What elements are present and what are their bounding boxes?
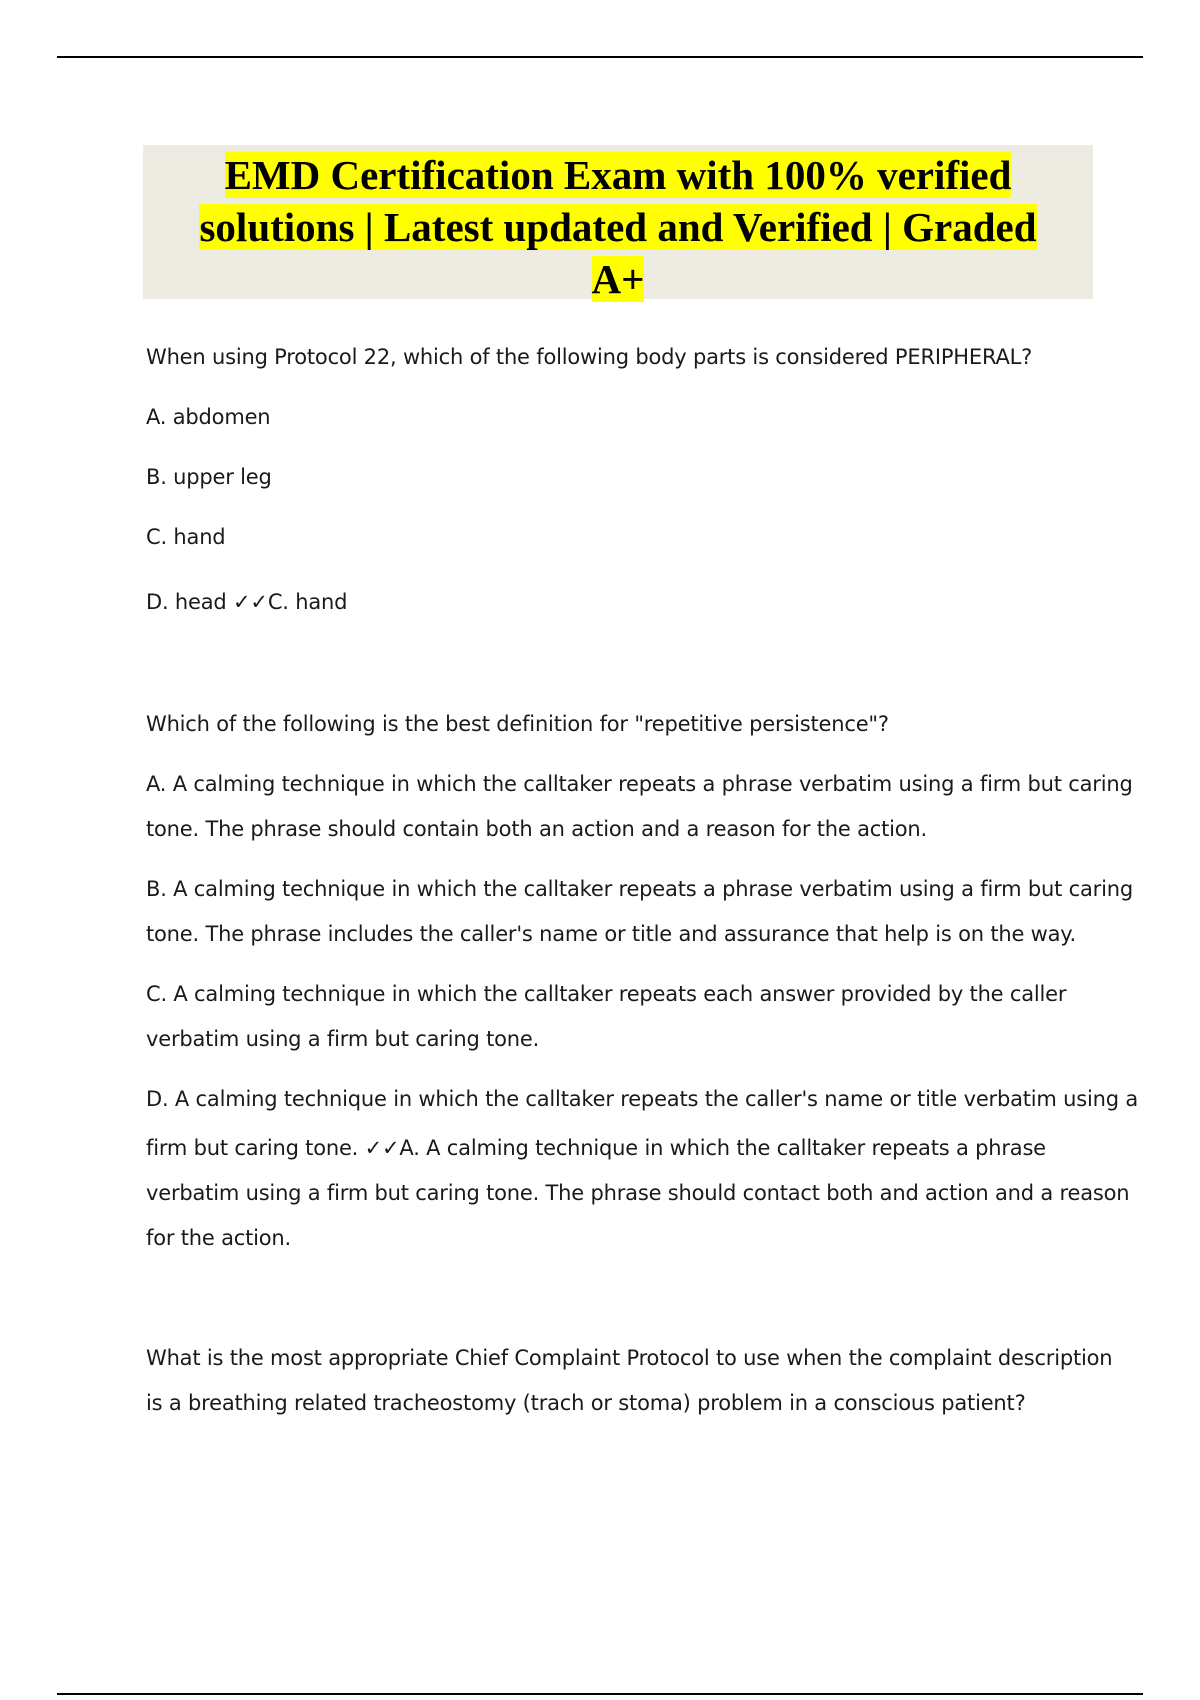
question-1-option-b: B. upper leg xyxy=(146,465,272,489)
question-2-option-b-line-2: tone. The phrase includes the caller's name or title and assurance that help is on the way. xyxy=(146,922,1077,946)
title-line-2: solutions | Latest updated and Verified | Graded xyxy=(199,204,1037,250)
question-2-option-d-line-3: verbatim using a firm but caring tone. The phrase should contact both and action and a reason xyxy=(146,1181,1130,1205)
question-2-option-a-line-2: tone. The phrase should contain both an action and a reason for the action. xyxy=(146,817,927,841)
title-line-1: EMD Certification Exam with 100% verified xyxy=(224,152,1012,198)
question-2-option-d-line-4: for the action. xyxy=(146,1226,292,1250)
question-2-text: Which of the following is the best definition for "repetitive persistence"? xyxy=(146,712,889,736)
footer-rule xyxy=(57,1693,1143,1695)
question-2-option-d-line-1: D. A calming technique in which the calltaker repeats the caller's name or title verbatim using a xyxy=(146,1087,1139,1111)
question-2-option-b-line-1: B. A calming technique in which the calltaker repeats a phrase verbatim using a firm but caring xyxy=(146,877,1133,901)
title-box xyxy=(143,145,1093,302)
header-rule xyxy=(57,56,1143,58)
question-2-option-c-line-1: C. A calming technique in which the calltaker repeats each answer provided by the caller xyxy=(146,982,1067,1006)
question-1-option-c: C. hand xyxy=(146,525,226,549)
question-2-option-a-line-1: A. A calming technique in which the calltaker repeats a phrase verbatim using a firm but caring xyxy=(146,772,1133,796)
question-1-option-d-answer: D. head ✓✓C. hand xyxy=(146,590,348,614)
question-1-option-a: A. abdomen xyxy=(146,405,271,429)
question-3-text-line-1: What is the most appropriate Chief Complaint Protocol to use when the complaint description xyxy=(146,1346,1113,1370)
question-2-option-c-line-2: verbatim using a firm but caring tone. xyxy=(146,1027,540,1051)
question-3-text-line-2: is a breathing related tracheostomy (trach or stoma) problem in a conscious patient? xyxy=(146,1391,1026,1415)
title-line-3: A+ xyxy=(591,256,645,302)
question-2-option-d-line-2: firm but caring tone. ✓✓A. A calming technique in which the calltaker repeats a phrase xyxy=(146,1136,1046,1160)
document-title xyxy=(143,149,1093,305)
question-1-text: When using Protocol 22, which of the following body parts is considered PERIPHERAL? xyxy=(146,345,1033,369)
